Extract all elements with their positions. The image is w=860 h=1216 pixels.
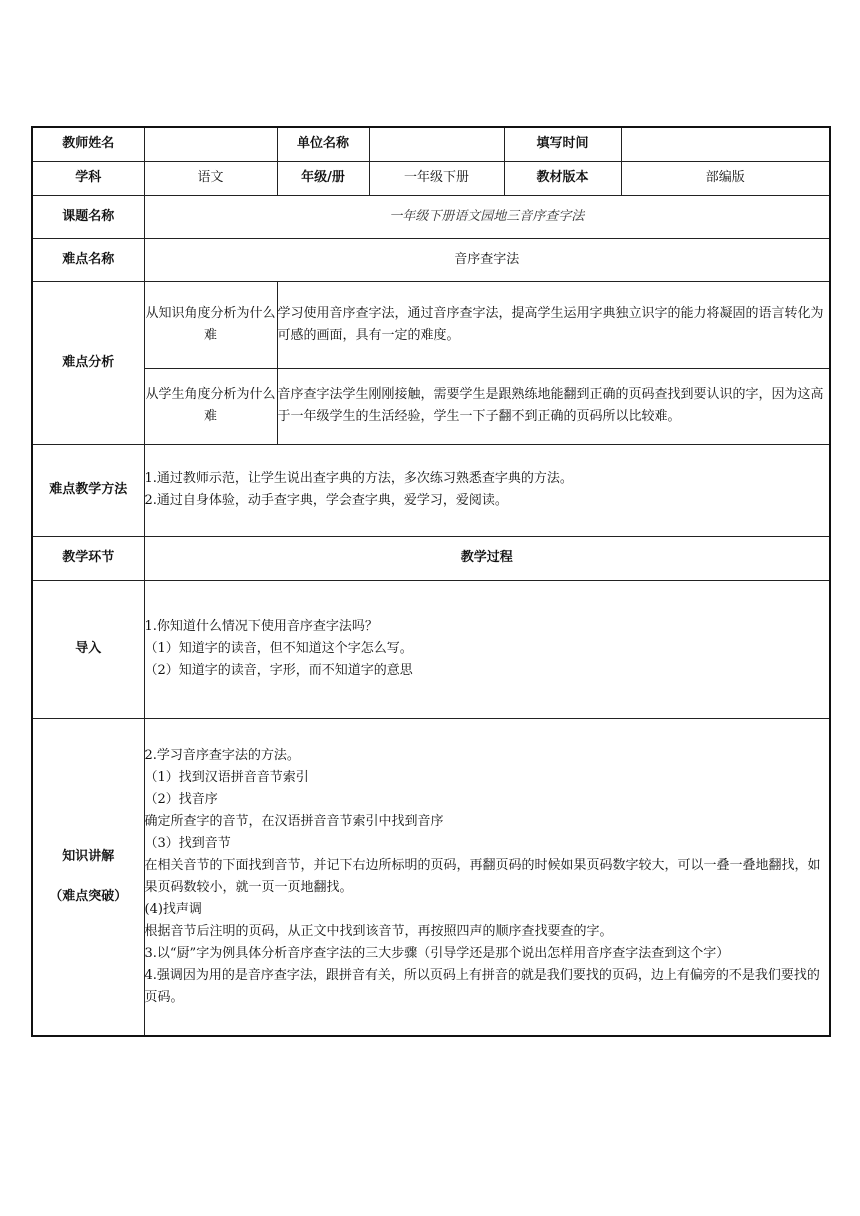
process-header: 教学过程 [144,536,830,580]
method-text [144,444,830,536]
knowledge-line: (4)找声调 [144,901,202,917]
method-label: 难点教学方法 [32,444,144,536]
grade-label: 年级/册 [277,161,369,195]
knowledge-sublabel: （难点突破） [49,888,128,904]
knowledge-line: 在相关音节的下面找到音节，并记下右边所标明的页码，再翻页码的时候如果页码数字较大，可以一叠一叠地翻找，如果页码数较小，就一页一页地翻找。 [144,857,821,895]
knowledge-line: 根据音节后注明的页码，从正文中找到该音节，再按照四声的顺序查找要查的字。 [144,923,613,939]
lesson-plan-table [31,126,831,1037]
intro-text [144,580,830,718]
knowledge-label-cell [32,718,144,1036]
knowledge-line: 2.学习音序查字法的方法。 [144,747,300,763]
knowledge-line: （3）找到音节 [144,835,231,851]
analysis-label: 难点分析 [32,281,144,444]
fill-time-value [621,127,830,161]
analysis-row-knowledge [32,281,830,368]
student-angle-label: 从学生角度分析为什么难 [144,368,277,444]
unit-name-label: 单位名称 [277,127,369,161]
grade-value: 一年级下册 [369,161,504,195]
teacher-name-label: 教师姓名 [32,127,144,161]
knowledge-angle-label: 从知识角度分析为什么难 [144,281,277,368]
knowledge-angle-text: 学习使用音序查字法，通过音序查字法，提高学生运用字典独立识字的能力将凝固的语言转化为可感的画面，具有一定的难度。 [277,281,830,368]
knowledge-line: 确定所查字的音节，在汉语拼音音节索引中找到音序 [144,813,444,829]
process-header-row [32,536,830,580]
edition-value: 部编版 [621,161,830,195]
student-angle-text: 音序查字法学生刚刚接触，需要学生是跟熟练地能翻到正确的页码查找到要认识的字，因为这高于一年级学生的生活经验，学生一下子翻不到正确的页码所以比较难。 [277,368,830,444]
intro-line: （1）知道字的读音，但不知道这个字怎么写。 [144,641,413,656]
edition-label: 教材版本 [504,161,621,195]
knowledge-line: （1）找到汉语拼音音节索引 [144,769,309,785]
header-row-2 [32,161,830,195]
method-line: 2.通过自身体验，动手查字典，学会查字典，爱学习，爱阅读。 [144,493,508,508]
knowledge-line: （2）找音序 [144,791,218,807]
knowledge-row [32,718,830,1036]
knowledge-line: 3.以“厨”字为例具体分析音序查字法的三大步骤（引导学还是那个说出怎样用音序查字法查到这个字） [144,945,730,961]
difficulty-row [32,238,830,281]
intro-line: 1.你知道什么情况下使用音序查字法吗？ [144,619,378,634]
header-row-1 [32,127,830,161]
stage-header: 教学环节 [32,536,144,580]
method-row [32,444,830,536]
difficulty-value: 音序查字法 [144,238,830,281]
topic-value: 一年级下册语文园地三音序查字法 [144,195,830,238]
knowledge-line: 4.强调因为用的是音序查字法，跟拼音有关，所以页码上有拼音的就是我们要找的页码，边上有偏旁的不是我们要找的页码。 [144,967,820,1005]
unit-name-value [369,127,504,161]
intro-line: （2）知道字的读音，字形，而不知道字的意思 [144,663,413,678]
knowledge-label: 知识讲解 [62,848,115,864]
knowledge-text [144,718,830,1036]
topic-row [32,195,830,238]
method-line: 1.通过教师示范，让学生说出查字典的方法，多次练习熟悉查字典的方法。 [144,471,573,486]
subject-label: 学科 [32,161,144,195]
subject-value: 语文 [144,161,277,195]
fill-time-label: 填写时间 [504,127,621,161]
difficulty-label: 难点名称 [32,238,144,281]
intro-label: 导入 [32,580,144,718]
intro-row [32,580,830,718]
topic-label: 课题名称 [32,195,144,238]
teacher-name-value [144,127,277,161]
analysis-row-student [32,368,830,444]
